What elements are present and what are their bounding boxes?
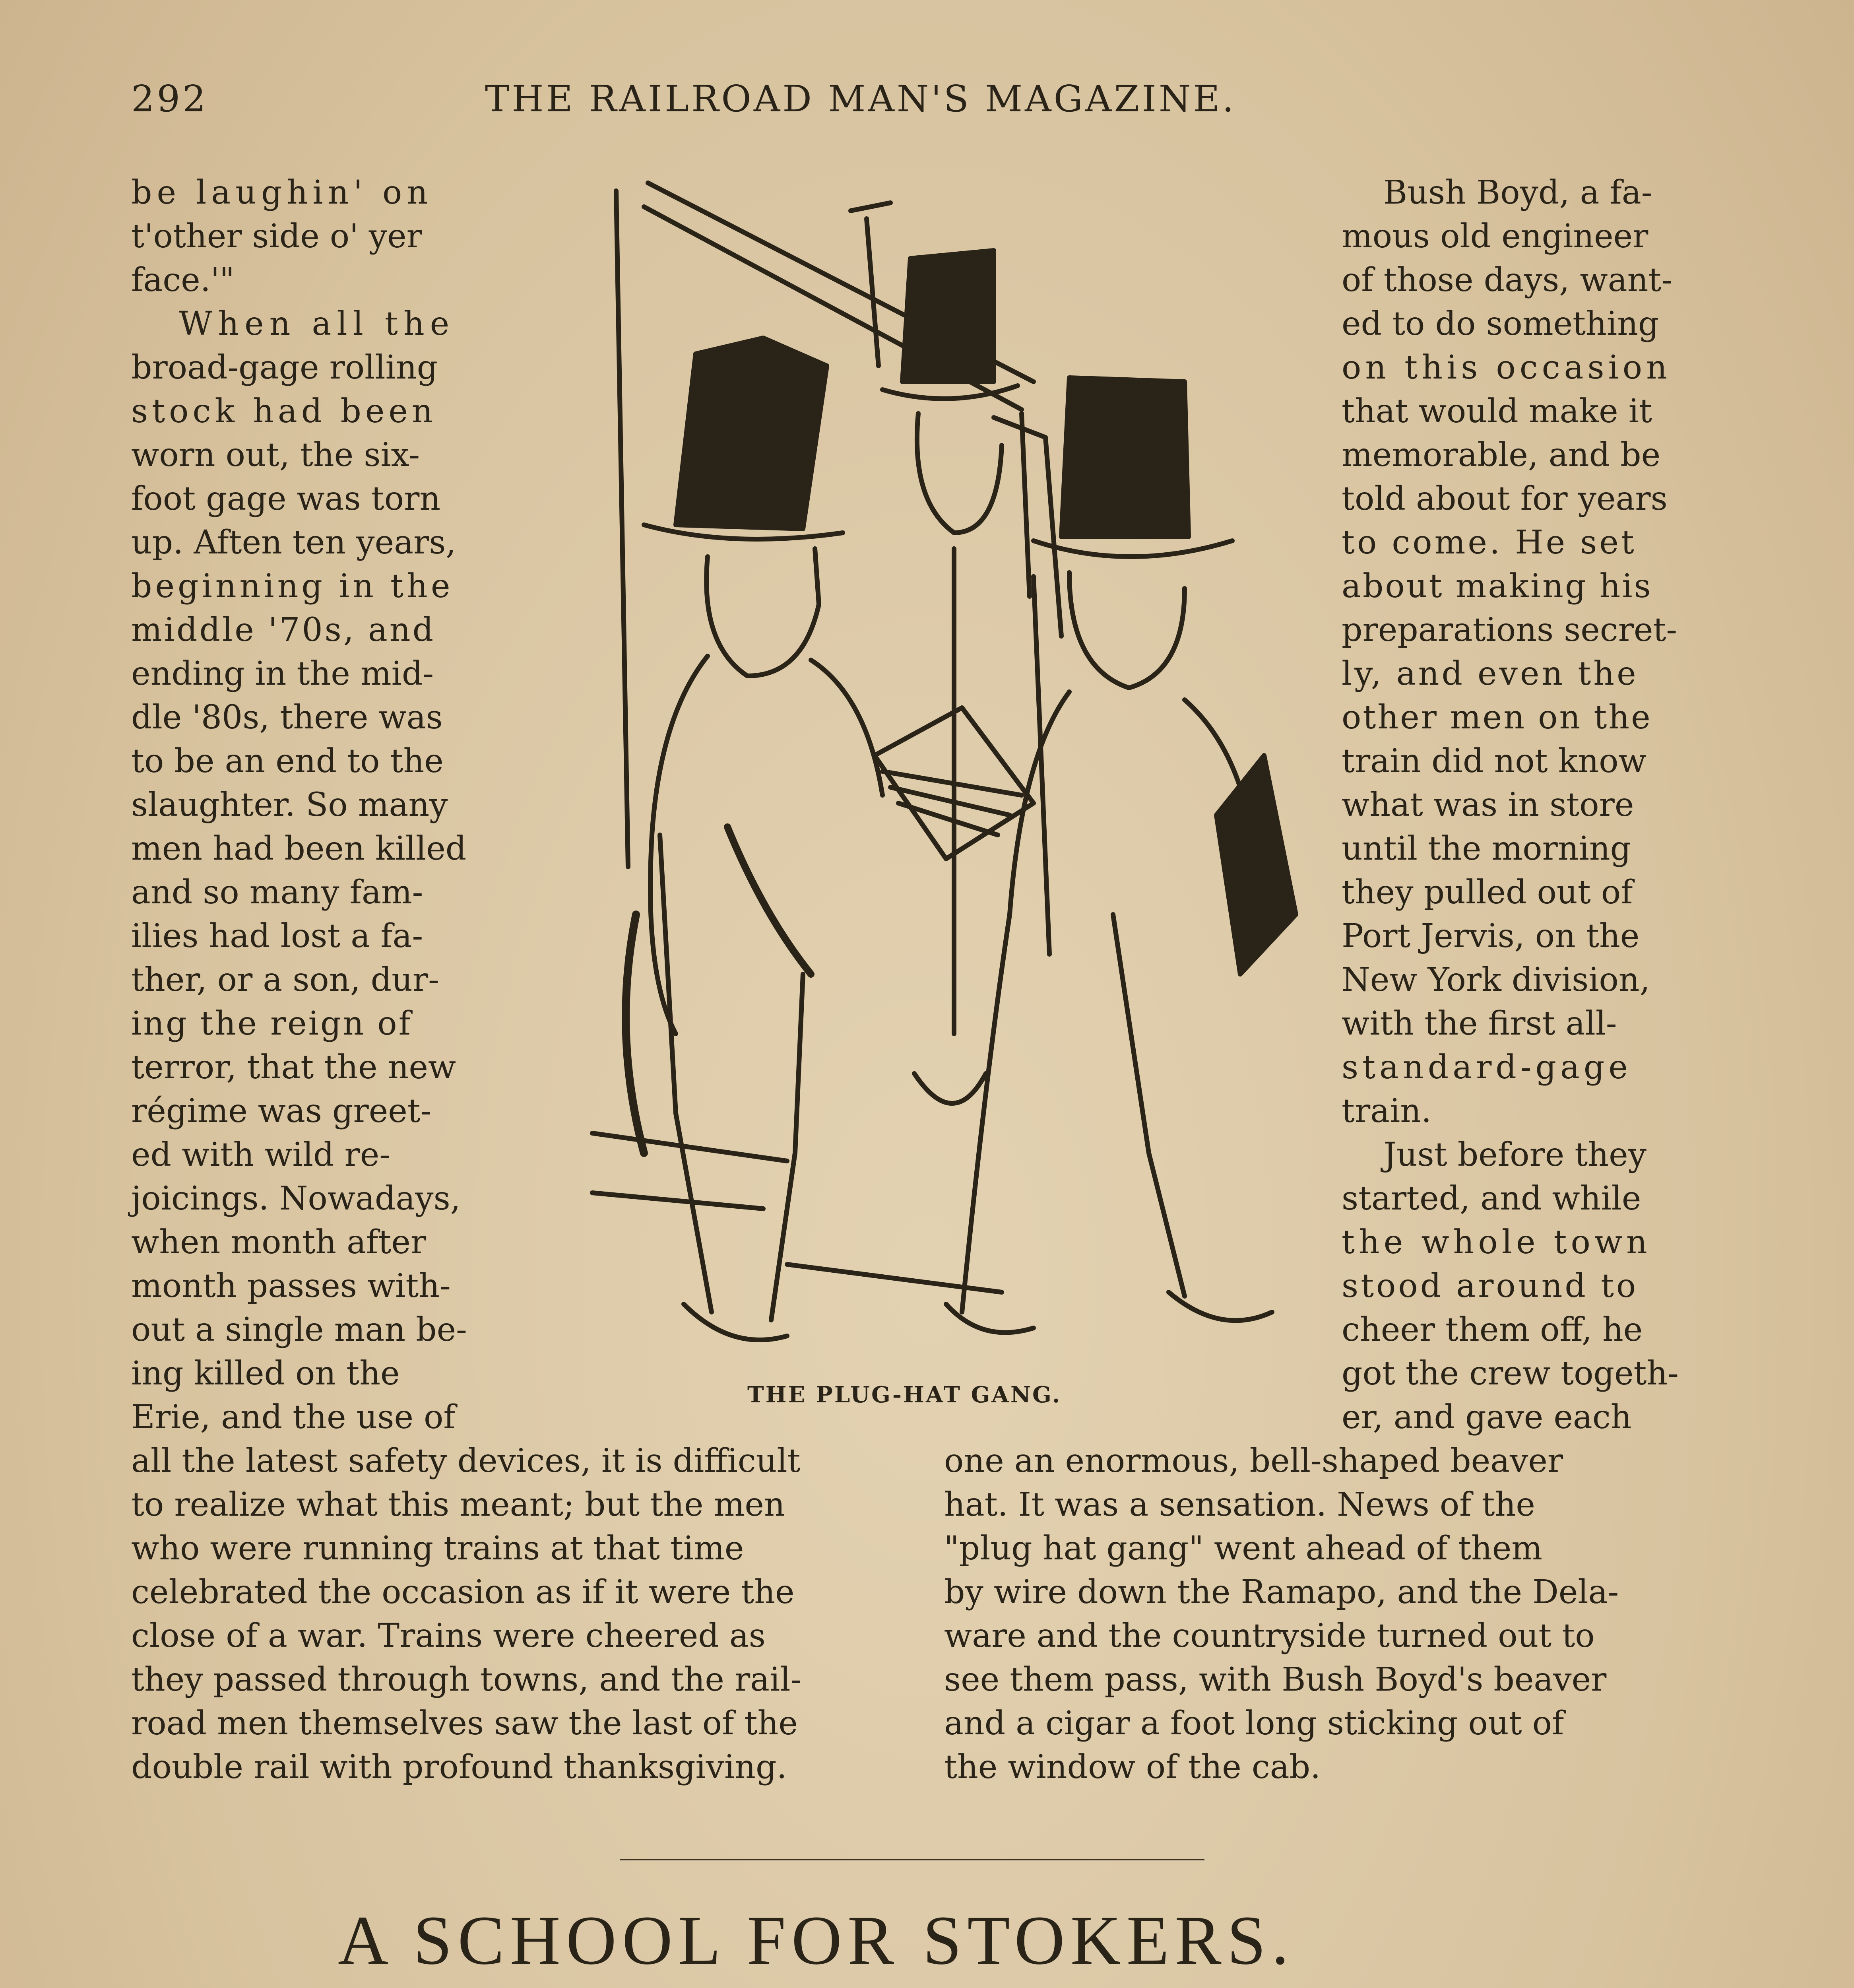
- text-line: When all the: [179, 305, 455, 343]
- text-line: train.: [1342, 1092, 1432, 1130]
- page-number: 292: [131, 78, 208, 120]
- running-title: THE RAILROAD MAN'S MAGAZINE.: [485, 78, 1236, 120]
- text-line: joicings. Nowadays,: [131, 1180, 461, 1217]
- text-line: ed with wild re-: [131, 1136, 390, 1174]
- text-line: see them pass, with Bush Boyd's beaver: [944, 1661, 1607, 1699]
- text-line: hat. It was a sensation. News of the: [944, 1486, 1535, 1524]
- illustration-caption: THE PLUG-HAT GANG.: [747, 1382, 1062, 1408]
- plug-hat-gang-illustration: [564, 159, 1320, 1372]
- section-divider: [620, 1859, 1204, 1860]
- text-line: started, and while: [1342, 1180, 1641, 1217]
- text-line: and a cigar a foot long sticking out of: [944, 1705, 1564, 1742]
- text-line: until the morning: [1342, 830, 1631, 868]
- text-line: stood around to: [1342, 1267, 1639, 1305]
- text-line: told about for years: [1342, 480, 1668, 518]
- text-line: men had been killed: [131, 830, 467, 868]
- text-line: celebrated the occasion as if it were the: [131, 1573, 795, 1611]
- text-line: who were running trains at that time: [131, 1530, 744, 1567]
- text-line: New York division,: [1342, 961, 1650, 999]
- text-line: terror, that the new: [131, 1048, 456, 1086]
- text-line: slaughter. So many: [131, 786, 448, 824]
- text-line: dle '80s, there was: [131, 699, 443, 736]
- text-line: mous old engineer: [1342, 217, 1648, 255]
- text-line: ending in the mid-: [131, 655, 434, 693]
- text-line: double rail with profound thanksgiving.: [131, 1748, 787, 1786]
- text-line: ilies had lost a fa-: [131, 917, 423, 955]
- text-line: face.'": [131, 261, 235, 299]
- text-line: broad-gage rolling: [131, 349, 438, 386]
- text-line: other men on the: [1342, 699, 1652, 736]
- text-line: what was in store: [1342, 786, 1634, 824]
- text-line: ther, or a son, dur-: [131, 961, 439, 999]
- text-line: stock had been: [131, 392, 437, 430]
- text-line: to be an end to the: [131, 742, 444, 780]
- article2-headline: A SCHOOL FOR STOKERS.: [338, 1902, 1295, 1979]
- text-line: ware and the countryside turned out to: [944, 1617, 1595, 1655]
- text-line: Just before they: [1383, 1136, 1646, 1174]
- text-line: be laughin' on: [131, 174, 433, 212]
- text-line: road men themselves saw the last of the: [131, 1705, 798, 1742]
- text-line: when month after: [131, 1223, 427, 1261]
- text-line: train did not know: [1342, 742, 1646, 780]
- text-line: Bush Boyd, a fa-: [1383, 174, 1652, 212]
- text-line: of those days, want-: [1342, 261, 1673, 299]
- text-line: that would make it: [1342, 392, 1652, 430]
- text-line: out a single man be-: [131, 1311, 467, 1349]
- text-line: to come. He set: [1342, 524, 1637, 561]
- text-line: with the first all-: [1342, 1005, 1617, 1043]
- text-line: preparations secret-: [1342, 611, 1678, 649]
- text-line: Erie, and the use of: [131, 1398, 456, 1436]
- text-line: on this occasion: [1342, 349, 1671, 386]
- text-line: ing the reign of: [131, 1005, 412, 1043]
- text-line: ing killed on the: [131, 1355, 400, 1392]
- text-line: "plug hat gang" went ahead of them: [944, 1530, 1543, 1567]
- text-line: standard-gage: [1342, 1048, 1632, 1086]
- text-line: about making his: [1342, 567, 1652, 605]
- text-line: up. Aften ten years,: [131, 524, 456, 561]
- text-line: t'other side o' yer: [131, 217, 422, 255]
- text-line: the window of the cab.: [944, 1748, 1321, 1786]
- text-line: memorable, and be: [1342, 436, 1661, 474]
- text-line: the whole town: [1342, 1223, 1651, 1261]
- text-line: ed to do something: [1342, 305, 1659, 343]
- text-line: they passed through towns, and the rail-: [131, 1661, 802, 1699]
- text-line: Port Jervis, on the: [1342, 917, 1640, 955]
- text-line: cheer them off, he: [1342, 1311, 1643, 1349]
- text-line: one an enormous, bell-shaped beaver: [944, 1442, 1563, 1480]
- text-line: they pulled out of: [1342, 874, 1633, 911]
- text-line: got the crew togeth-: [1342, 1355, 1679, 1392]
- text-line: month passes with-: [131, 1267, 451, 1305]
- text-line: and so many fam-: [131, 874, 423, 911]
- text-line: foot gage was torn: [131, 480, 441, 518]
- text-line: worn out, the six-: [131, 436, 420, 474]
- text-line: er, and gave each: [1342, 1398, 1632, 1436]
- text-line: beginning in the: [131, 567, 454, 605]
- text-line: ly, and even the: [1342, 655, 1639, 693]
- text-line: close of a war. Trains were cheered as: [131, 1617, 766, 1655]
- text-line: middle '70s, and: [131, 611, 436, 649]
- text-line: to realize what this meant; but the men: [131, 1486, 785, 1524]
- text-line: by wire down the Ramapo, and the Dela-: [944, 1573, 1619, 1611]
- text-line: all the latest safety devices, it is difficult: [131, 1442, 801, 1480]
- text-line: régime was greet-: [131, 1092, 432, 1130]
